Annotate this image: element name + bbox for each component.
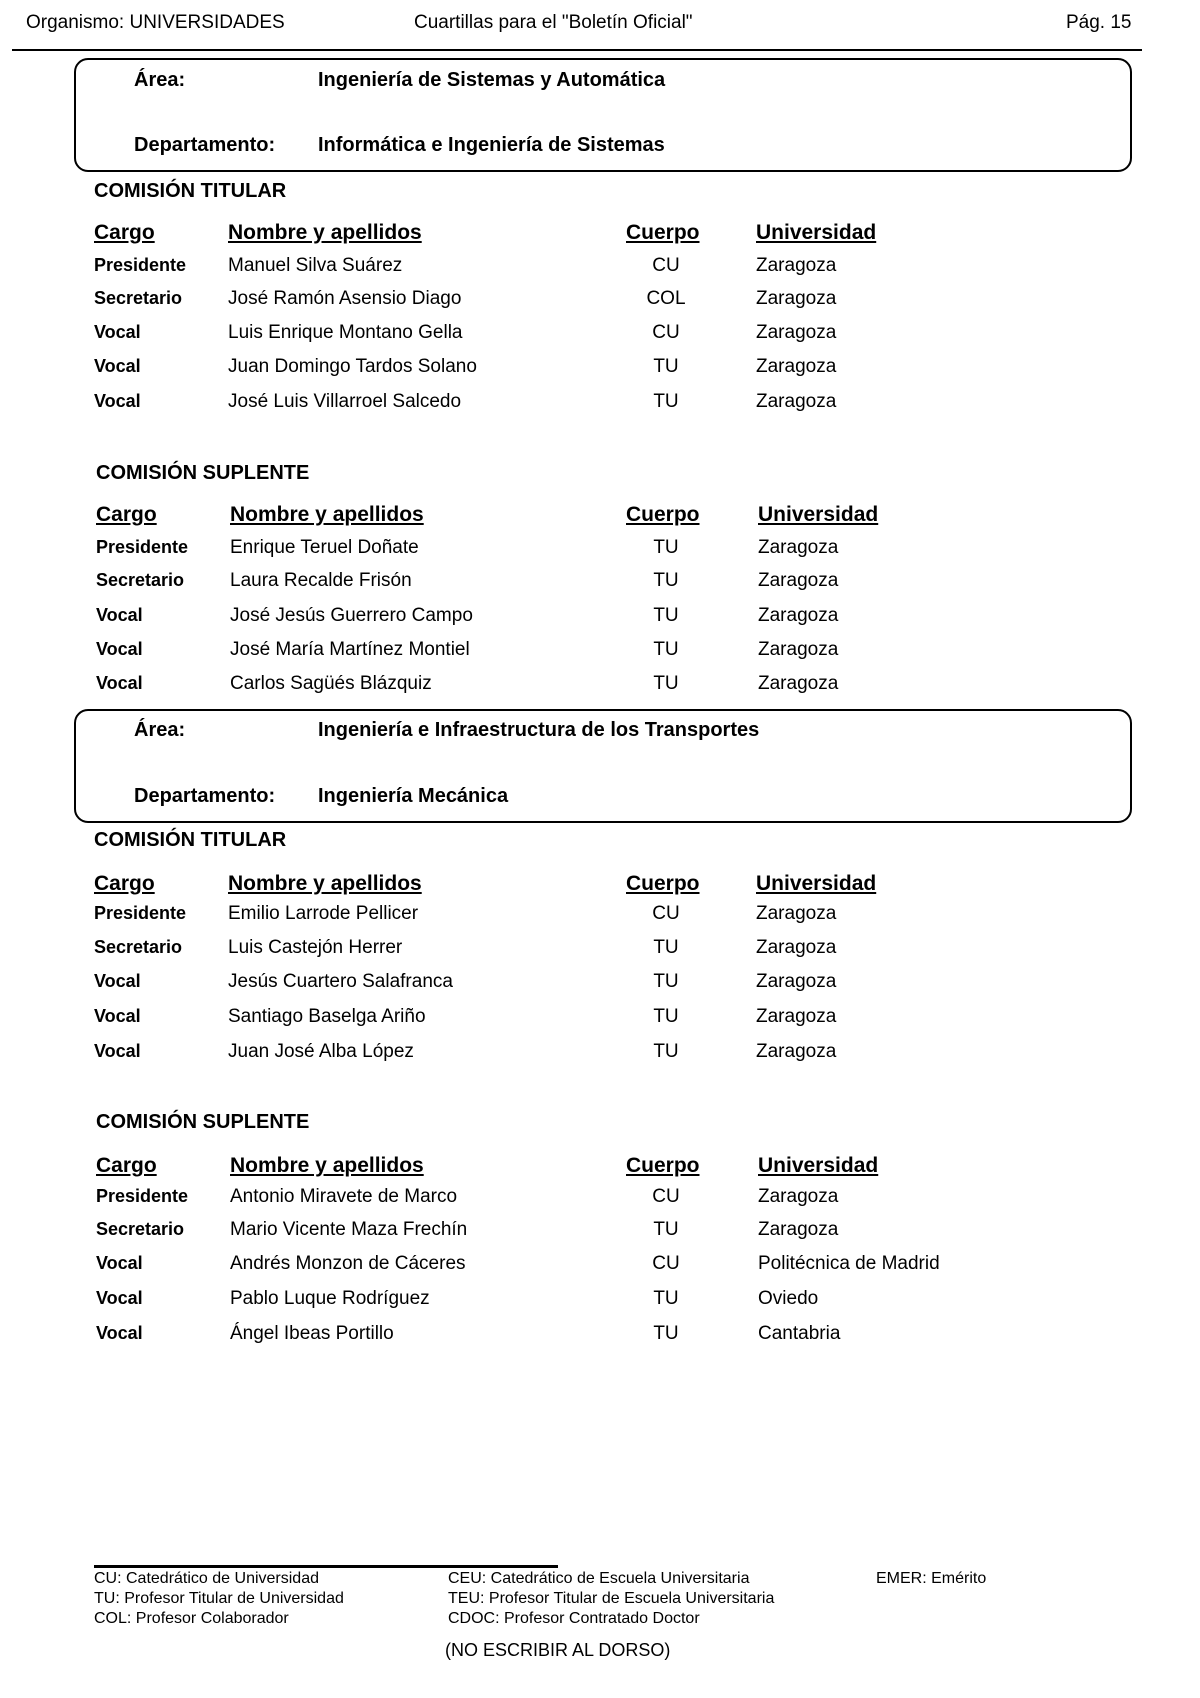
comision-suplente-heading: COMISIÓN SUPLENTE — [96, 462, 310, 484]
row-nombre: Mario Vicente Maza Frechín — [230, 1219, 468, 1240]
row-universidad: Cantabria — [758, 1323, 841, 1344]
legend-item: EMER: Emérito — [876, 1570, 987, 1587]
col-header-universidad: Universidad — [756, 872, 877, 895]
header-divider — [12, 49, 1142, 51]
row-cuerpo: TU — [653, 937, 679, 958]
organismo-label: Organismo: UNIVERSIDADES — [26, 12, 285, 33]
area-value: Ingeniería de Sistemas y Automática — [318, 69, 666, 91]
row-nombre: Enrique Teruel Doñate — [230, 537, 419, 558]
legend-item: TU: Profesor Titular de Universidad — [94, 1590, 344, 1607]
row-nombre: Ángel Ibeas Portillo — [230, 1323, 394, 1344]
row-cuerpo: TU — [653, 537, 679, 558]
row-cargo: Presidente — [94, 903, 187, 923]
row-universidad: Zaragoza — [758, 673, 839, 694]
row-universidad: Zaragoza — [756, 903, 837, 924]
legend-item: CEU: Catedrático de Escuela Universitaria — [448, 1570, 750, 1587]
row-cuerpo: TU — [653, 356, 679, 377]
row-cargo: Vocal — [94, 1006, 141, 1026]
col-header-cargo: Cargo — [96, 503, 157, 526]
row-cuerpo: TU — [653, 570, 679, 591]
area-value: Ingeniería e Infraestructura de los Transportes — [318, 719, 760, 741]
document-title: Cuartillas para el "Boletín Oficial" — [414, 12, 693, 33]
area-label: Área: — [134, 719, 186, 741]
departamento-label: Departamento: — [134, 785, 276, 807]
row-cuerpo: TU — [653, 1288, 679, 1309]
row-universidad: Zaragoza — [758, 570, 839, 591]
row-cargo: Vocal — [96, 639, 143, 659]
row-universidad: Zaragoza — [756, 255, 837, 276]
col-header-cargo: Cargo — [96, 1154, 157, 1177]
row-nombre: Luis Enrique Montano Gella — [228, 322, 463, 343]
legend-item: COL: Profesor Colaborador — [94, 1610, 289, 1627]
comision-titular-heading: COMISIÓN TITULAR — [94, 180, 287, 202]
row-nombre: Pablo Luque Rodríguez — [230, 1288, 430, 1309]
row-cargo: Presidente — [96, 537, 189, 557]
legend-item: CDOC: Profesor Contratado Doctor — [448, 1610, 700, 1627]
row-cargo: Secretario — [94, 288, 183, 308]
row-cargo: Secretario — [96, 570, 185, 590]
col-header-cargo: Cargo — [94, 221, 155, 244]
row-cuerpo: TU — [653, 1323, 679, 1344]
row-cargo: Vocal — [94, 322, 141, 342]
no-escribir-note: (NO ESCRIBIR AL DORSO) — [445, 1640, 671, 1660]
row-universidad: Oviedo — [758, 1288, 819, 1309]
row-cargo: Vocal — [94, 391, 141, 411]
row-universidad: Zaragoza — [758, 1219, 839, 1240]
row-cuerpo: CU — [652, 255, 680, 276]
row-nombre: José Luis Villarroel Salcedo — [228, 391, 462, 412]
row-nombre: José Ramón Asensio Diago — [228, 288, 462, 309]
col-header-nombre: Nombre y apellidos — [228, 872, 422, 895]
row-nombre: José Jesús Guerrero Campo — [230, 605, 473, 626]
legend-item: CU: Catedrático de Universidad — [94, 1570, 319, 1587]
row-nombre: José María Martínez Montiel — [230, 639, 470, 660]
comision-titular-heading: COMISIÓN TITULAR — [94, 829, 287, 851]
row-cargo: Vocal — [94, 1041, 141, 1061]
row-nombre: Laura Recalde Frisón — [230, 570, 412, 591]
legend-divider — [94, 1565, 558, 1568]
row-cuerpo: TU — [653, 1219, 679, 1240]
legend-item: TEU: Profesor Titular de Escuela Universitaria — [448, 1590, 775, 1607]
row-cuerpo: TU — [653, 1006, 679, 1027]
row-universidad: Zaragoza — [756, 356, 837, 377]
row-cuerpo: TU — [653, 391, 679, 412]
row-universidad: Zaragoza — [758, 537, 839, 558]
row-cuerpo: CU — [652, 1186, 680, 1207]
departamento-value: Ingeniería Mecánica — [318, 785, 509, 807]
row-cargo: Vocal — [96, 1288, 143, 1308]
row-universidad: Zaragoza — [758, 605, 839, 626]
row-cargo: Secretario — [94, 937, 183, 957]
row-cargo: Presidente — [94, 255, 187, 275]
row-nombre: Andrés Monzon de Cáceres — [230, 1253, 466, 1274]
col-header-nombre: Nombre y apellidos — [230, 1154, 424, 1177]
row-nombre: Manuel Silva Suárez — [228, 255, 403, 276]
row-universidad: Zaragoza — [758, 1186, 839, 1207]
row-cargo: Presidente — [96, 1186, 189, 1206]
row-universidad: Zaragoza — [756, 1006, 837, 1027]
col-header-nombre: Nombre y apellidos — [230, 503, 424, 526]
row-cuerpo: CU — [652, 1253, 680, 1274]
row-universidad: Politécnica de Madrid — [758, 1253, 940, 1274]
row-cuerpo: CU — [652, 322, 680, 343]
row-universidad: Zaragoza — [758, 639, 839, 660]
row-cuerpo: CU — [652, 903, 680, 924]
row-universidad: Zaragoza — [756, 937, 837, 958]
row-cargo: Vocal — [96, 1323, 143, 1343]
col-header-universidad: Universidad — [758, 503, 879, 526]
row-nombre: Juan José Alba López — [228, 1041, 414, 1062]
row-cargo: Vocal — [96, 673, 143, 693]
col-header-cargo: Cargo — [94, 872, 155, 895]
col-header-universidad: Universidad — [758, 1154, 879, 1177]
row-cuerpo: TU — [653, 971, 679, 992]
comision-suplente-heading: COMISIÓN SUPLENTE — [96, 1111, 310, 1133]
row-cuerpo: TU — [653, 605, 679, 626]
col-header-cuerpo: Cuerpo — [626, 221, 700, 244]
col-header-cuerpo: Cuerpo — [626, 1154, 700, 1177]
col-header-universidad: Universidad — [756, 221, 877, 244]
row-cuerpo: TU — [653, 673, 679, 694]
row-universidad: Zaragoza — [756, 1041, 837, 1062]
row-nombre: Luis Castejón Herrer — [228, 937, 403, 958]
area-label: Área: — [134, 69, 186, 91]
row-nombre: Carlos Sagüés Blázquiz — [230, 673, 432, 694]
row-cargo: Vocal — [94, 971, 141, 991]
row-cargo: Vocal — [96, 1253, 143, 1273]
row-universidad: Zaragoza — [756, 322, 837, 343]
page-number: Pág. 15 — [1066, 12, 1132, 33]
departamento-value: Informática e Ingeniería de Sistemas — [318, 134, 665, 156]
col-header-nombre: Nombre y apellidos — [228, 221, 422, 244]
row-cuerpo: TU — [653, 1041, 679, 1062]
col-header-cuerpo: Cuerpo — [626, 872, 700, 895]
row-cargo: Vocal — [94, 356, 141, 376]
row-cuerpo: COL — [646, 288, 686, 309]
row-cuerpo: TU — [653, 639, 679, 660]
row-universidad: Zaragoza — [756, 971, 837, 992]
row-cargo: Secretario — [96, 1219, 185, 1239]
row-nombre: Emilio Larrode Pellicer — [228, 903, 419, 924]
row-universidad: Zaragoza — [756, 288, 837, 309]
col-header-cuerpo: Cuerpo — [626, 503, 700, 526]
row-nombre: Jesús Cuartero Salafranca — [228, 971, 453, 992]
row-nombre: Juan Domingo Tardos Solano — [228, 356, 477, 377]
row-nombre: Santiago Baselga Ariño — [228, 1006, 426, 1027]
departamento-label: Departamento: — [134, 134, 276, 156]
row-nombre: Antonio Miravete de Marco — [230, 1186, 458, 1207]
row-cargo: Vocal — [96, 605, 143, 625]
row-universidad: Zaragoza — [756, 391, 837, 412]
